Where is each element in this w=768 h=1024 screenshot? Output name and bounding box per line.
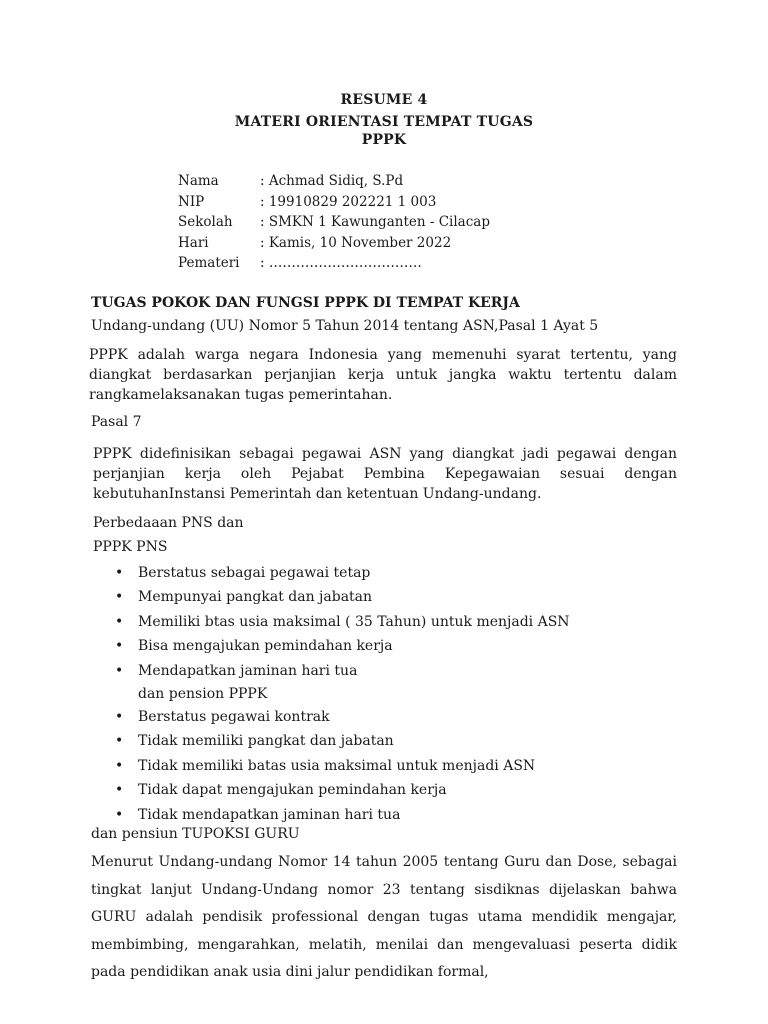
identity-block [178, 171, 490, 274]
uu-reference: Undang-undang (UU) Nomor 5 Tahun 2014 tentang ASN,Pasal 1 Ayat 5 [91, 318, 599, 334]
info-row-hari [178, 233, 490, 254]
bullet-icon: • [115, 662, 124, 679]
bullet-icon: • [115, 638, 124, 655]
bullet-icon: • [115, 708, 124, 725]
list-item-text: Memiliki btas usia maksimal ( 35 Tahun) untuk menjadi ASN [138, 613, 570, 630]
info-label: Nama [178, 173, 219, 189]
pppk-title: PPPK [361, 132, 407, 148]
paragraph-pasal-7: PPPK didefinisikan sebagai pegawai ASN yang diangkat jadi pegawai dengan perjanjian kerja oleh Pejabat Pembina Kepegawaian sesuai dengan kebutuhanInstansi Pemerintah dan ketentuan Undang-undang. [93, 446, 677, 502]
perbedaan-label: Perbedaaan PNS dan [93, 515, 244, 531]
section-heading: TUGAS POKOK DAN FUNGSI PPPK DI TEMPAT KERJA [91, 295, 520, 311]
list-item-text: Tidak memiliki batas usia maksimal untuk menjadi ASN [138, 757, 536, 774]
info-value: : SMKN 1 Kawunganten - Cilacap [260, 214, 490, 230]
list-item [115, 705, 570, 729]
list-item [115, 634, 570, 658]
info-row-nama [178, 171, 490, 192]
pppk-pns-label: PPPK PNS [93, 539, 168, 555]
bullet-icon: • [115, 757, 124, 774]
info-label: Pemateri [178, 255, 240, 271]
tupoksi-guru-line: dan pensiun TUPOKSI GURU [91, 826, 300, 842]
info-value: : Achmad Sidiq, S.Pd [260, 173, 404, 189]
paragraph-pppk-definition: PPPK adalah warga negara Indonesia yang memenuhi syarat tertentu, yang diangkat berdasarkan perjanjian kerja untuk jangka waktu tertentu dalam rangkamelaksanakan tugas pemerintahan. [89, 347, 677, 403]
list-item [115, 610, 570, 634]
list-item-text: Berstatus sebagai pegawai tetap [138, 565, 371, 581]
list-item [115, 754, 570, 778]
materi-title: MATERI ORIENTASI TEMPAT TUGAS [234, 114, 534, 130]
info-label: Sekolah [178, 214, 233, 230]
paragraph-tupoksi-guru: Menurut Undang-undang Nomor 14 tahun 2005 tentang Guru dan Dose, sebagai tingkat lanjut Undang-Undang nomor 23 tentang sisdiknas dijelaskan bahwa GURU adalah pendisik professional dengan tugas utama mendidik mengajar, membimbing, mengarahkan, melatih, menilai dan mengevaluasi peserta didik pada pendidikan anak usia dini jalur pendidikan formal, [91, 854, 677, 980]
info-label: Hari [178, 234, 209, 251]
list-item [115, 585, 570, 609]
info-row-pemateri [178, 253, 490, 274]
list-item-text: Mendapatkan jaminan hari tua [138, 662, 358, 679]
list-item [115, 659, 570, 683]
info-row-nip [178, 192, 490, 213]
info-value: : Kamis, 10 November 2022 [260, 234, 452, 251]
bullet-icon: • [115, 565, 124, 581]
list-item-text: Mempunyai pangkat dan jabatan [138, 589, 373, 606]
bullet-icon: • [115, 782, 124, 799]
list-item [115, 778, 570, 802]
info-row-sekolah [178, 212, 490, 233]
list-item-continuation: dan pension PPPK [138, 685, 268, 702]
bullet-icon: • [115, 733, 124, 750]
info-label: NIP [178, 193, 205, 210]
list-item [115, 729, 570, 753]
bullet-icon: • [115, 613, 124, 630]
info-value: : ……………………………. [260, 255, 422, 271]
list-item-text: Berstatus pegawai kontrak [138, 708, 330, 725]
list-item-text: Tidak dapat mengajukan pemindahan kerja [138, 782, 447, 799]
list-item-text: Tidak mendapatkan jaminan hari tua [138, 806, 401, 823]
resume-title: RESUME 4 [340, 92, 428, 108]
bullet-icon: • [115, 589, 124, 606]
info-value: : 19910829 202221 1 003 [260, 193, 437, 210]
bullet-icon: • [115, 806, 124, 823]
list-item-text: Bisa mengajukan pemindahan kerja [138, 638, 393, 655]
list-item [115, 561, 570, 585]
comparison-list [115, 561, 570, 827]
list-item-text: Tidak memiliki pangkat dan jabatan [138, 733, 394, 750]
pasal-7-label: Pasal 7 [91, 414, 142, 430]
